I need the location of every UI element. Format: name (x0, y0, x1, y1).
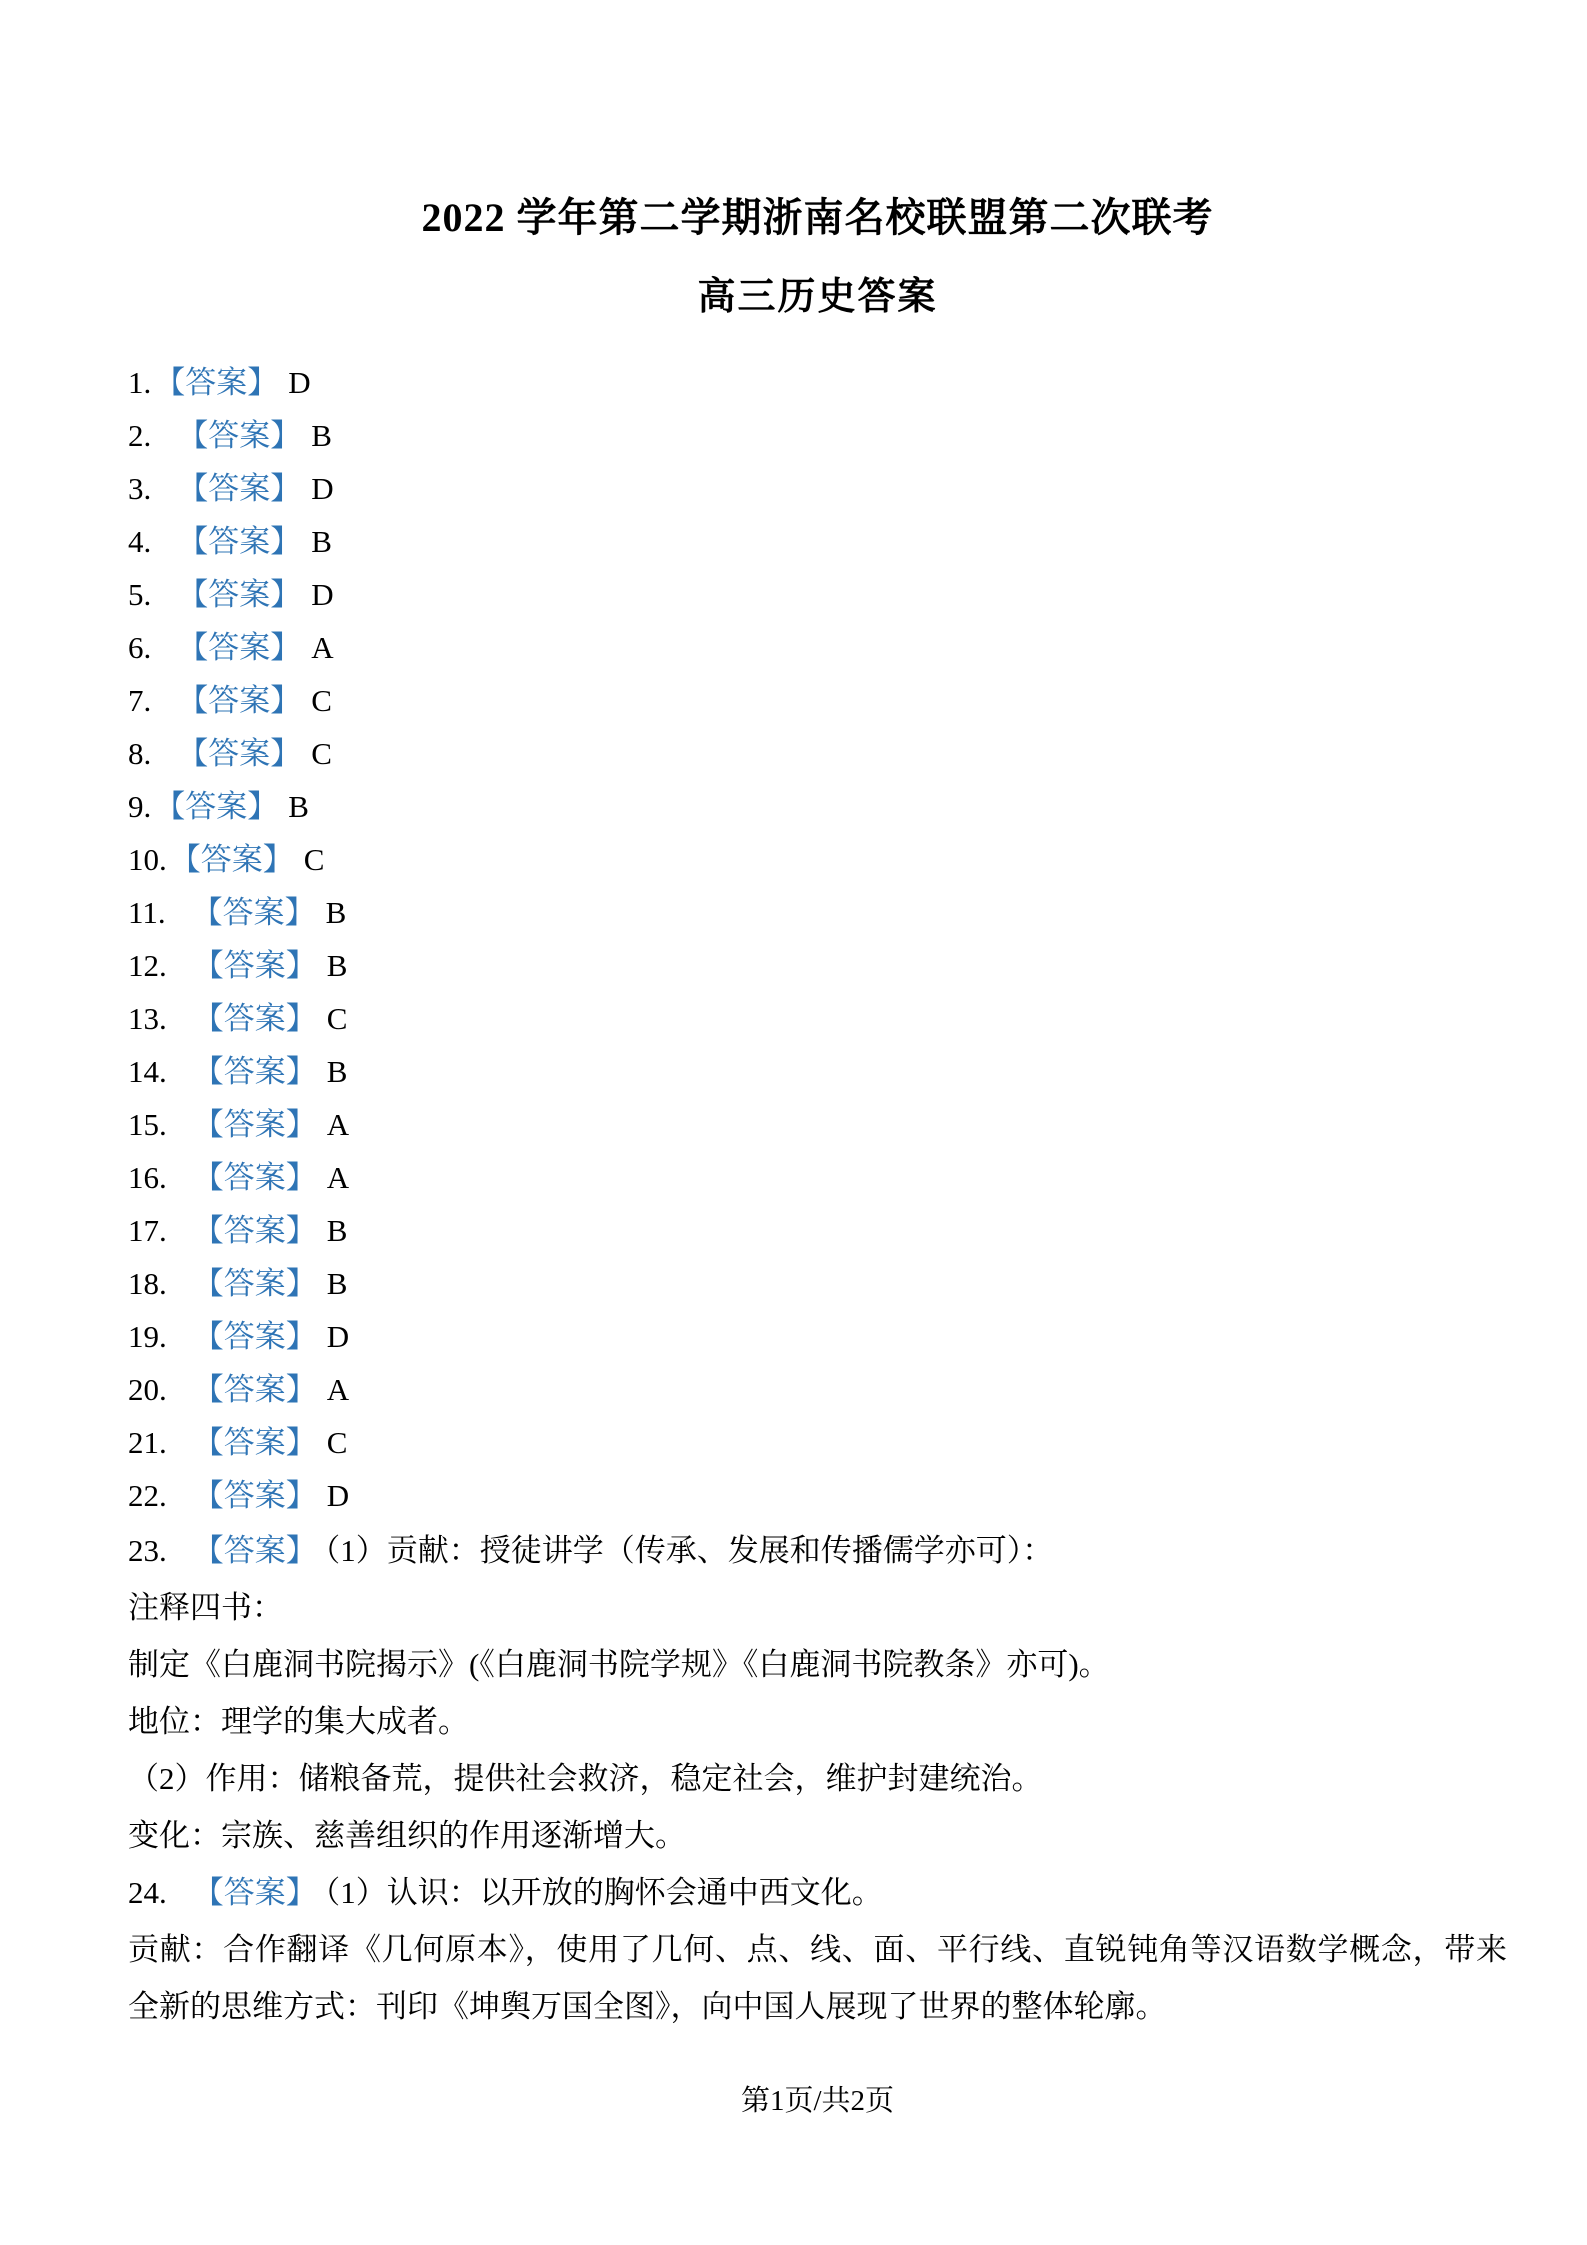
answer-row (128, 621, 1507, 674)
answer-letter: B (311, 524, 332, 559)
answer-text-line: 贡献：合作翻译《几何原本》，使用了几何、点、线、面、平行线、直锐钝角等汉语数学概念，带来全新的思维方式：刊印《坤舆万国全图》，向中国人展现了世界的整体轮廓。 (128, 1932, 1507, 2024)
answer-label: 【答案】 (192, 1319, 317, 1354)
answer-row (128, 992, 1507, 1045)
page-footer: 第1页/共2页 (740, 2085, 895, 2117)
question-number: 23. (128, 1533, 167, 1568)
question-number: 10. (128, 842, 167, 877)
answer-label: 【答案】 (192, 1107, 317, 1142)
question-number: 1. (128, 365, 152, 400)
question-number: 12. (128, 948, 167, 983)
answer-row (128, 1310, 1507, 1363)
answer-label: 【答案】 (191, 895, 316, 930)
answer-row (128, 886, 1507, 939)
answer-label: 【答案】 (192, 1372, 317, 1407)
answer-letter: B (326, 1213, 348, 1248)
question-number: 21. (128, 1425, 167, 1460)
answer-row (128, 1204, 1507, 1257)
answer-row (128, 568, 1507, 621)
answer-letter: D (326, 1478, 350, 1513)
question-number: 11. (128, 895, 166, 930)
answer-text-line: （2）作用：储粮备荒，提供社会救济，稳定社会，维护封建统治。 (128, 1761, 1043, 1796)
answer-letter: B (326, 1266, 348, 1301)
answer-text-line: 地位：理学的集大成者。 (128, 1704, 469, 1739)
answer-label: 【答案】 (192, 1875, 317, 1910)
answer-letter: D (326, 1319, 350, 1354)
answer-row (128, 674, 1507, 727)
answer-row (128, 1864, 1507, 1921)
answer-label: 【答案】 (192, 1160, 317, 1195)
answer-letter: B (288, 789, 309, 824)
question-number: 22. (128, 1478, 167, 1513)
answer-letter: A (326, 1160, 350, 1195)
answer-row (128, 1045, 1507, 1098)
answer-text-line: 变化：宗族、慈善组织的作用逐渐增大。 (128, 1818, 686, 1853)
answer-row (128, 356, 1507, 409)
answer-text-line: 制定《白鹿洞书院揭示》(《白鹿洞书院学规》《白鹿洞书院教条》亦可)。 (128, 1647, 1110, 1682)
answer-intro-text: （1）贡献：授徒讲学（传承、发展和传播儒学亦可）： (324, 1533, 1054, 1568)
answer-letter: C (311, 683, 332, 718)
answer-row (128, 462, 1507, 515)
answer-row (128, 727, 1507, 780)
answer-row (128, 1151, 1507, 1204)
answer-row (128, 1469, 1507, 1522)
answer-label: 【答案】 (192, 1054, 317, 1089)
question-number: 19. (128, 1319, 167, 1354)
answer-row (128, 409, 1507, 462)
page-title: 2022 学年第二学期浙南名校联盟第二次联考 (421, 195, 1214, 240)
answer-label: 【答案】 (192, 1425, 317, 1460)
question-number: 6. (128, 630, 152, 665)
question-number: 16. (128, 1160, 167, 1195)
answer-text-line: 注释四书： (128, 1590, 283, 1625)
answer-letter: C (303, 842, 325, 877)
question-number: 17. (128, 1213, 167, 1248)
answer-letter: B (325, 895, 347, 930)
answer-letter: C (311, 736, 332, 771)
answer-letter: B (326, 1054, 348, 1089)
answer-letter: D (311, 577, 334, 612)
answer-letter: C (326, 1425, 348, 1460)
answer-label: 【答案】 (192, 1533, 317, 1568)
question-23-lines (128, 1579, 1507, 1864)
answer-letter: D (311, 471, 334, 506)
answer-letter: C (326, 1001, 348, 1036)
answer-row (128, 1522, 1507, 1579)
answer-row (128, 1098, 1507, 1151)
answer-letter: D (288, 365, 311, 400)
question-24-answer (128, 1864, 1507, 2035)
answer-label: 【答案】 (192, 1478, 317, 1513)
answer-letter: B (311, 418, 332, 453)
question-number: 15. (128, 1107, 167, 1142)
answer-label: 【答案】 (192, 1213, 317, 1248)
question-23-answer (128, 1522, 1507, 1864)
answer-label: 【答案】 (192, 948, 317, 983)
page-subtitle: 高三历史答案 (697, 276, 938, 318)
question-number: 3. (128, 471, 152, 506)
question-24-lines (128, 1921, 1507, 2035)
answer-row (128, 833, 1507, 886)
answer-row (128, 1363, 1507, 1416)
question-number: 7. (128, 683, 152, 718)
answer-label: 【答案】 (192, 1266, 317, 1301)
question-number: 24. (128, 1875, 167, 1910)
answer-list (128, 356, 1507, 1522)
question-number: 8. (128, 736, 152, 771)
question-number: 18. (128, 1266, 167, 1301)
answer-label: 【答案】 (154, 365, 279, 400)
question-number: 5. (128, 577, 152, 612)
question-number: 13. (128, 1001, 167, 1036)
answer-label: 【答案】 (169, 842, 294, 877)
answer-letter: A (326, 1107, 350, 1142)
question-number: 9. (128, 789, 152, 824)
answer-label: 【答案】 (177, 418, 302, 453)
answer-label: 【答案】 (154, 789, 279, 824)
answer-label: 【答案】 (177, 630, 302, 665)
answer-row (128, 1416, 1507, 1469)
answer-letter: A (326, 1372, 350, 1407)
answer-intro-text: （1）认识：以开放的胸怀会通中西文化。 (324, 1875, 883, 1910)
question-number: 14. (128, 1054, 167, 1089)
question-number: 4. (128, 524, 152, 559)
answer-label: 【答案】 (177, 577, 302, 612)
answer-letter: A (311, 630, 334, 665)
answer-label: 【答案】 (177, 683, 302, 718)
answer-row (128, 1257, 1507, 1310)
answer-label: 【答案】 (177, 524, 302, 559)
answer-label: 【答案】 (192, 1001, 317, 1036)
answer-row (128, 939, 1507, 992)
answer-letter: B (326, 948, 348, 983)
answer-label: 【答案】 (177, 471, 302, 506)
answer-row (128, 780, 1507, 833)
answer-row (128, 515, 1507, 568)
question-number: 2. (128, 418, 152, 453)
answer-label: 【答案】 (177, 736, 302, 771)
question-number: 20. (128, 1372, 167, 1407)
